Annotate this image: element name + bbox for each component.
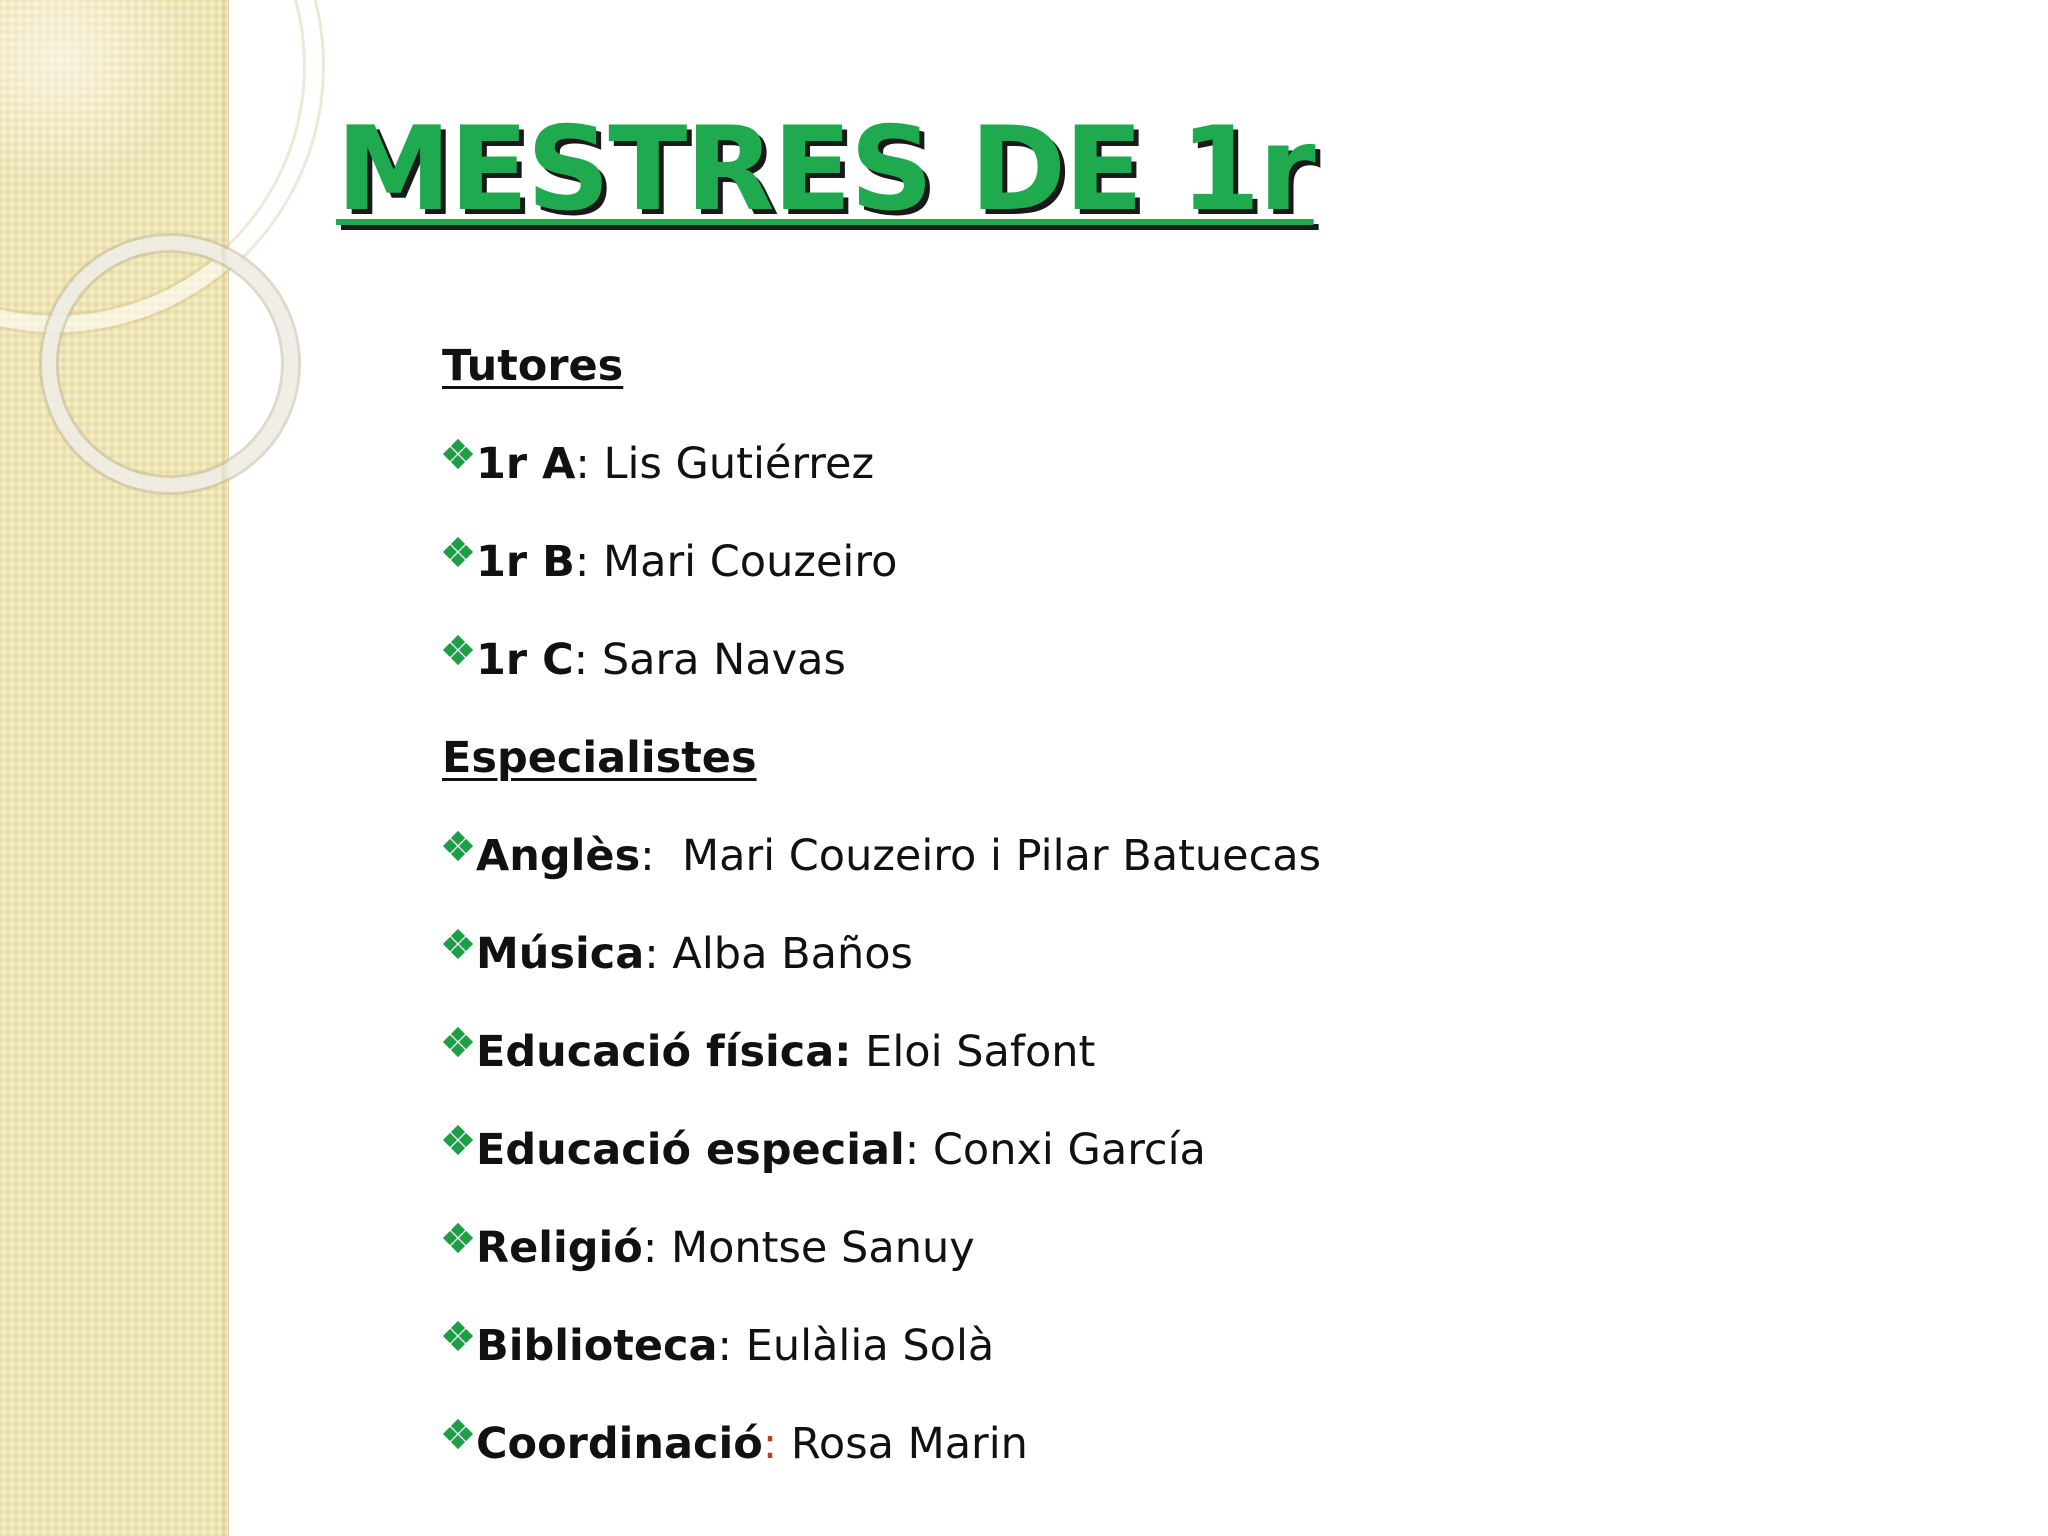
slide-title: MESTRES DE 1r [336, 102, 1314, 237]
item-separator: : [642, 1223, 658, 1273]
item-label: 1r A [476, 439, 576, 489]
diamond-bullet-icon [442, 1321, 476, 1355]
item-label: Coordinació [476, 1419, 763, 1469]
item-separator: : [904, 1125, 920, 1175]
item-separator: : [762, 1419, 778, 1469]
small-ring-decoration [42, 236, 298, 492]
diamond-bullet-icon [442, 439, 476, 473]
slide-content [442, 333, 1942, 1509]
item-value: Eulàlia Solà [732, 1321, 995, 1371]
decorative-sidebar [0, 0, 229, 1536]
diamond-bullet-icon [442, 831, 476, 865]
item-separator: : [573, 635, 589, 685]
item-label: Anglès [476, 831, 641, 881]
diamond-bullet-icon [442, 537, 476, 571]
item-value: Rosa Marin [777, 1419, 1028, 1469]
item-separator: : [717, 1321, 733, 1371]
sidebar-edge-shadow [222, 0, 228, 1536]
list-item [442, 1411, 1942, 1509]
list-item [442, 627, 1942, 725]
item-separator: : [574, 537, 590, 587]
diamond-bullet-icon [442, 635, 476, 669]
diamond-bullet-icon [442, 1027, 476, 1061]
item-value: Conxi García [919, 1125, 1206, 1175]
list-item [442, 921, 1942, 1019]
section-heading-especialistes: Especialistes [442, 733, 757, 783]
item-label: Biblioteca [476, 1321, 718, 1371]
diamond-bullet-icon [442, 929, 476, 963]
item-label: Educació física: [476, 1027, 852, 1077]
item-value: Sara Navas [588, 635, 846, 685]
item-value: Lis Gutiérrez [589, 439, 875, 489]
list-item [442, 823, 1942, 921]
list-item [442, 1117, 1942, 1215]
item-label: Religió [476, 1223, 643, 1273]
item-value: Eloi Safont [851, 1027, 1096, 1077]
item-separator: : [644, 929, 659, 979]
item-value: Mari Couzeiro [589, 537, 898, 587]
list-item [442, 1215, 1942, 1313]
item-label: 1r B [476, 537, 575, 587]
item-label: Música [476, 929, 645, 979]
list-item [442, 529, 1942, 627]
item-value: Montse Sanuy [657, 1223, 975, 1273]
diamond-bullet-icon [442, 1125, 476, 1159]
diamond-bullet-icon [442, 1223, 476, 1257]
item-value: Mari Couzeiro i Pilar Batuecas [654, 831, 1322, 881]
list-item [442, 1019, 1942, 1117]
section-heading-tutores: Tutores [442, 341, 624, 391]
item-value: Alba Baños [658, 929, 913, 979]
list-item [442, 431, 1942, 529]
diamond-bullet-icon [442, 1419, 476, 1453]
item-label: 1r C [476, 635, 574, 685]
list-item [442, 1313, 1942, 1411]
item-label: Educació especial [476, 1125, 905, 1175]
item-separator: : [640, 831, 655, 881]
item-separator: : [575, 439, 590, 489]
